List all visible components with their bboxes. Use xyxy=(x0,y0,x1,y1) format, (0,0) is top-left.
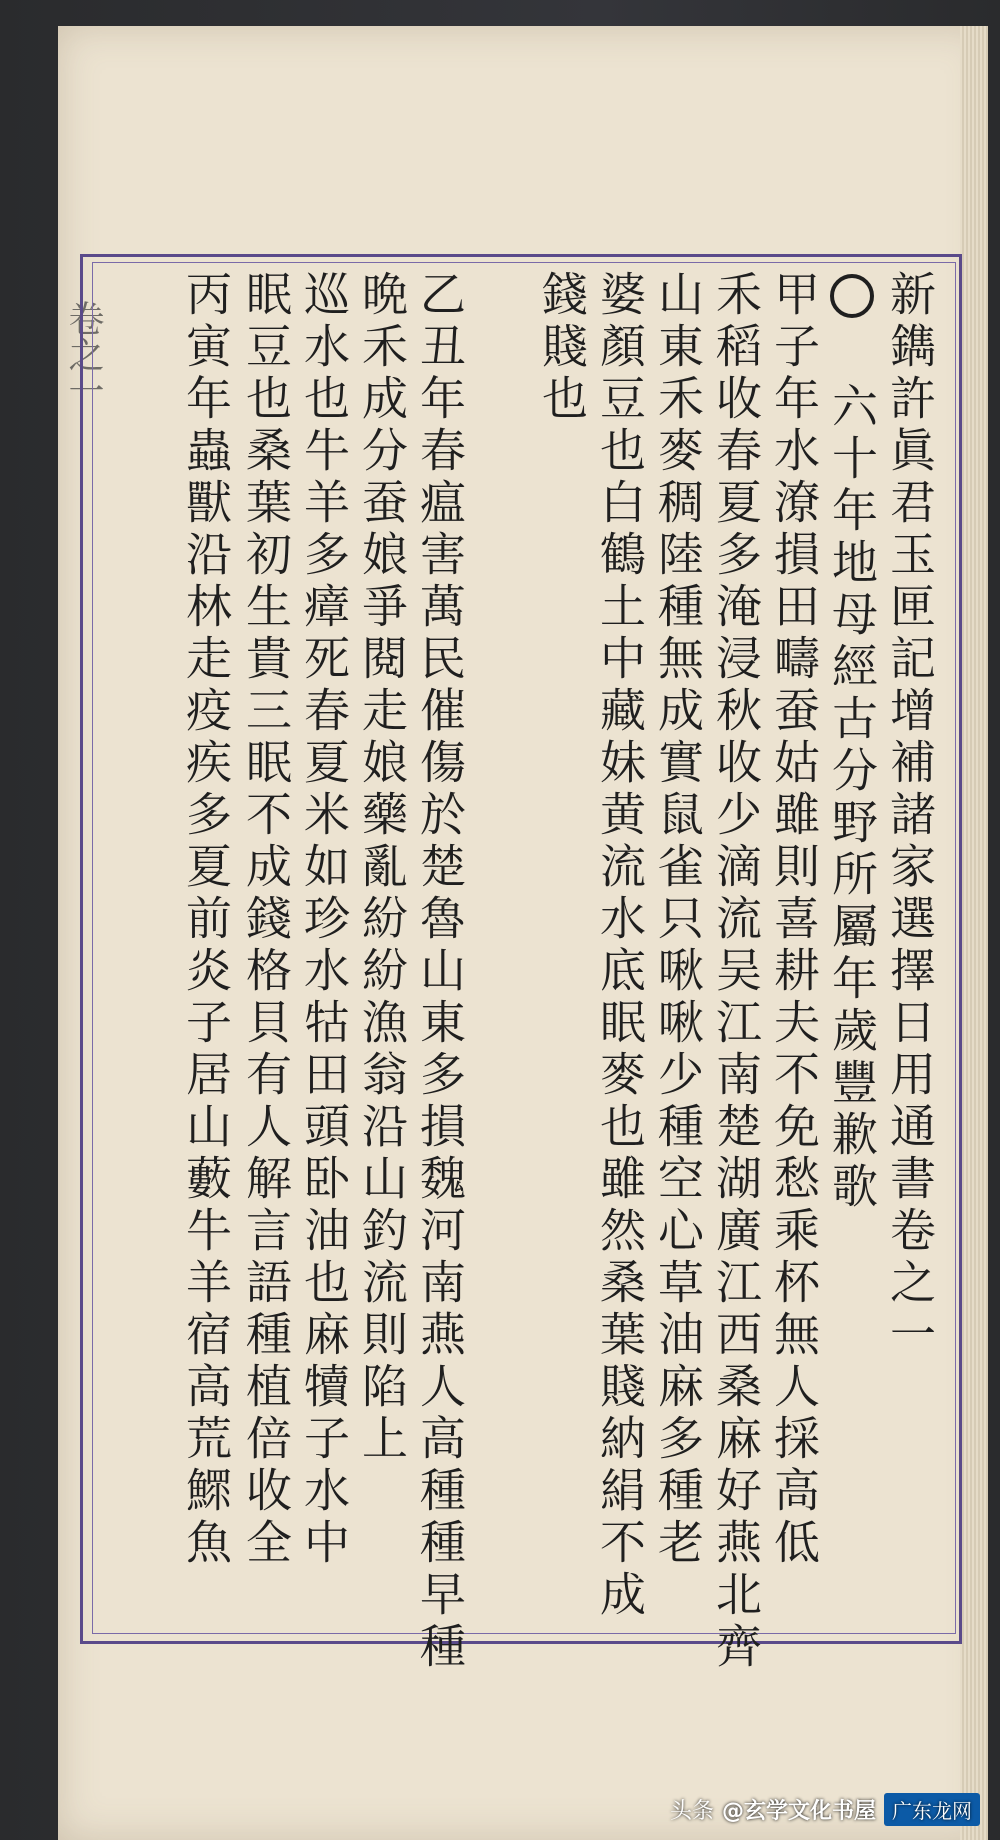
circle-mark xyxy=(830,274,874,318)
text-column-5: 錢賤也 xyxy=(535,270,589,426)
text-column-1: 甲子年水潦損田疇蚕姑雖則喜耕夫不免愁乘杯無人採高低 xyxy=(767,270,821,1570)
text-column-4: 婆顏豆也白鶴土中藏妹黄流水底眠麥也雖然桑葉賤納絹不成 xyxy=(593,270,647,1622)
footer-source: @玄学文化书屋 xyxy=(721,1799,876,1824)
text-column-6: 乙丑年春瘟害萬民催傷於楚魯山東多損魏河南燕人高種種早種 xyxy=(413,270,467,1674)
page-stack-edge xyxy=(960,26,988,1840)
text-column-9: 眠豆也桑葉初生貴三眠不成錢格貝有人解言語種植倍收全 xyxy=(239,270,293,1570)
text-column-2: 禾稻收春夏多淹浸秋收少滴流吴江南楚湖廣江西桑麻好燕北齊 xyxy=(709,270,763,1674)
text-column-10: 丙寅年蟲獸沿林走疫疾多夏前炎子居山藪牛羊宿高荒鰥魚 xyxy=(179,270,233,1570)
intro-text: 六十年地母經古分野所屬年歲豐歉歌 xyxy=(825,382,879,1214)
title-column: 新鐫許眞君玉匣記增補諸家選擇日用通書卷之一 xyxy=(883,270,937,1362)
watermark-footer xyxy=(670,1793,980,1826)
text-column-3: 山東禾麥稠陸種無成實鼠雀只啾啾少種空心草油麻多種老 xyxy=(651,270,705,1570)
left-margin-text: 卷之一 xyxy=(63,300,104,408)
text-column-8: 巡水也牛羊多瘴死春夏米如珍水牯田頭卧油也麻犢子水中 xyxy=(297,270,351,1570)
site-logo: 广东龙网 xyxy=(884,1793,980,1826)
intro-column xyxy=(822,270,882,1214)
text-column-7: 晩禾成分蚕娘爭閱走娘藥亂紛紛漁翁沿山釣流則陷上 xyxy=(355,270,409,1466)
footer-prefix: 头条 xyxy=(669,1799,714,1824)
